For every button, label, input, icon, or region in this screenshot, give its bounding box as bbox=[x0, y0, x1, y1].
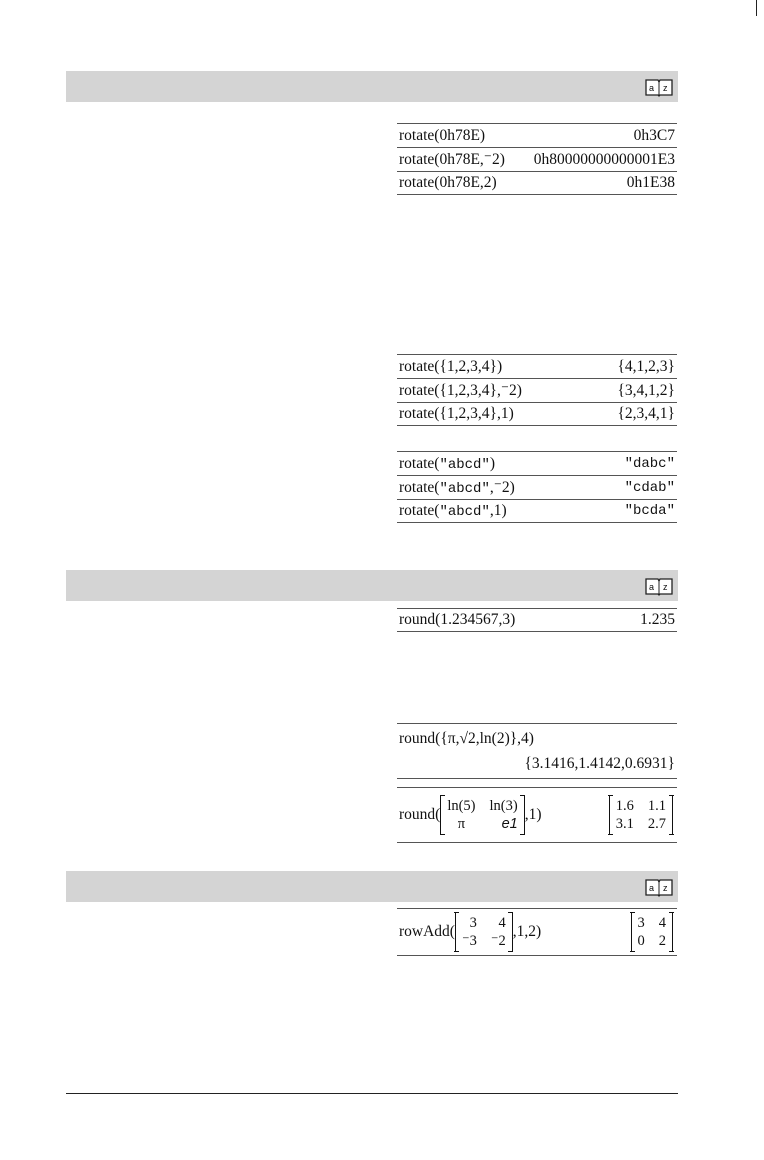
section-header-rowadd bbox=[66, 871, 678, 902]
rotate-binary-examples bbox=[397, 123, 677, 195]
svg-text:a: a bbox=[649, 883, 655, 893]
calc-output: {3.1416,1.4142,0.6931} bbox=[524, 755, 675, 772]
svg-text:z: z bbox=[663, 883, 668, 893]
rotate-string-examples bbox=[397, 451, 677, 523]
svg-text:a: a bbox=[649, 83, 655, 93]
calc-output: 0h80000000000001E3 bbox=[533, 150, 675, 168]
calc-input: round({π,√2,ln(2)},4) bbox=[399, 730, 534, 747]
calc-input: round( ln(5) ln(3) π e1 ,1) bbox=[399, 798, 542, 832]
result-matrix: 1.6 1.1 3.1 2.7 bbox=[609, 796, 673, 834]
calc-row bbox=[397, 378, 677, 402]
round-list-example bbox=[397, 723, 677, 779]
book-icon bbox=[644, 877, 674, 897]
calc-output: {2,3,4,1} bbox=[617, 405, 675, 422]
calc-input: rowAdd( 3 4 ⁻3 ⁻2 ,1,2) bbox=[399, 915, 542, 949]
calc-row bbox=[397, 147, 677, 171]
input-matrix: ln(5) ln(3) π e1 bbox=[440, 796, 524, 834]
calc-row bbox=[397, 608, 677, 632]
calc-input: rotate("abcd",1) bbox=[399, 502, 507, 520]
calc-output: "bcda" bbox=[624, 503, 675, 519]
rotate-list-examples bbox=[397, 354, 677, 426]
calc-row bbox=[397, 723, 677, 779]
calc-input: rotate(0h78E) bbox=[399, 126, 486, 144]
section-header-round bbox=[66, 570, 678, 601]
calc-input: rotate({1,2,3,4}) bbox=[399, 357, 503, 375]
svg-text:z: z bbox=[663, 582, 668, 592]
calc-input: rotate("abcd",⁻2) bbox=[399, 479, 515, 497]
svg-text:a: a bbox=[649, 582, 655, 592]
book-icon bbox=[644, 576, 674, 596]
calc-output: 0h3C7 bbox=[633, 126, 675, 144]
calc-row bbox=[397, 354, 677, 378]
calc-input: rotate(0h78E,2) bbox=[399, 174, 497, 191]
calc-row bbox=[397, 908, 677, 956]
calc-input: rotate({1,2,3,4},1) bbox=[399, 405, 514, 422]
calc-output: {4,1,2,3} bbox=[617, 357, 675, 375]
input-matrix: 3 4 ⁻3 ⁻2 bbox=[455, 913, 513, 951]
calc-output: 0h1E38 bbox=[626, 174, 675, 191]
result-matrix: 3 4 0 2 bbox=[631, 913, 674, 951]
calc-input: rotate("abcd") bbox=[399, 454, 496, 473]
calc-input: round(1.234567,3) bbox=[399, 611, 516, 628]
svg-text:z: z bbox=[663, 83, 668, 93]
round-scalar-example bbox=[397, 608, 677, 632]
section-header-rotate bbox=[66, 71, 678, 102]
calc-row bbox=[397, 787, 677, 843]
calc-row bbox=[397, 402, 677, 426]
calc-row bbox=[397, 475, 677, 499]
calc-output: {3,4,1,2} bbox=[617, 381, 675, 399]
footer-rule bbox=[66, 1093, 678, 1094]
round-matrix-example bbox=[397, 787, 677, 843]
crop-mark bbox=[756, 0, 757, 16]
calc-output: "cdab" bbox=[624, 479, 675, 496]
calc-row bbox=[397, 451, 677, 475]
rowadd-example bbox=[397, 908, 677, 956]
calc-row bbox=[397, 499, 677, 523]
calc-input: rotate({1,2,3,4},⁻2) bbox=[399, 382, 522, 399]
calc-output: "dabc" bbox=[624, 455, 675, 472]
calc-input: rotate(0h78E,⁻2) bbox=[399, 151, 505, 168]
calc-output: 1.235 bbox=[640, 611, 675, 628]
calc-row bbox=[397, 171, 677, 195]
book-icon bbox=[644, 77, 674, 97]
calc-row bbox=[397, 123, 677, 147]
